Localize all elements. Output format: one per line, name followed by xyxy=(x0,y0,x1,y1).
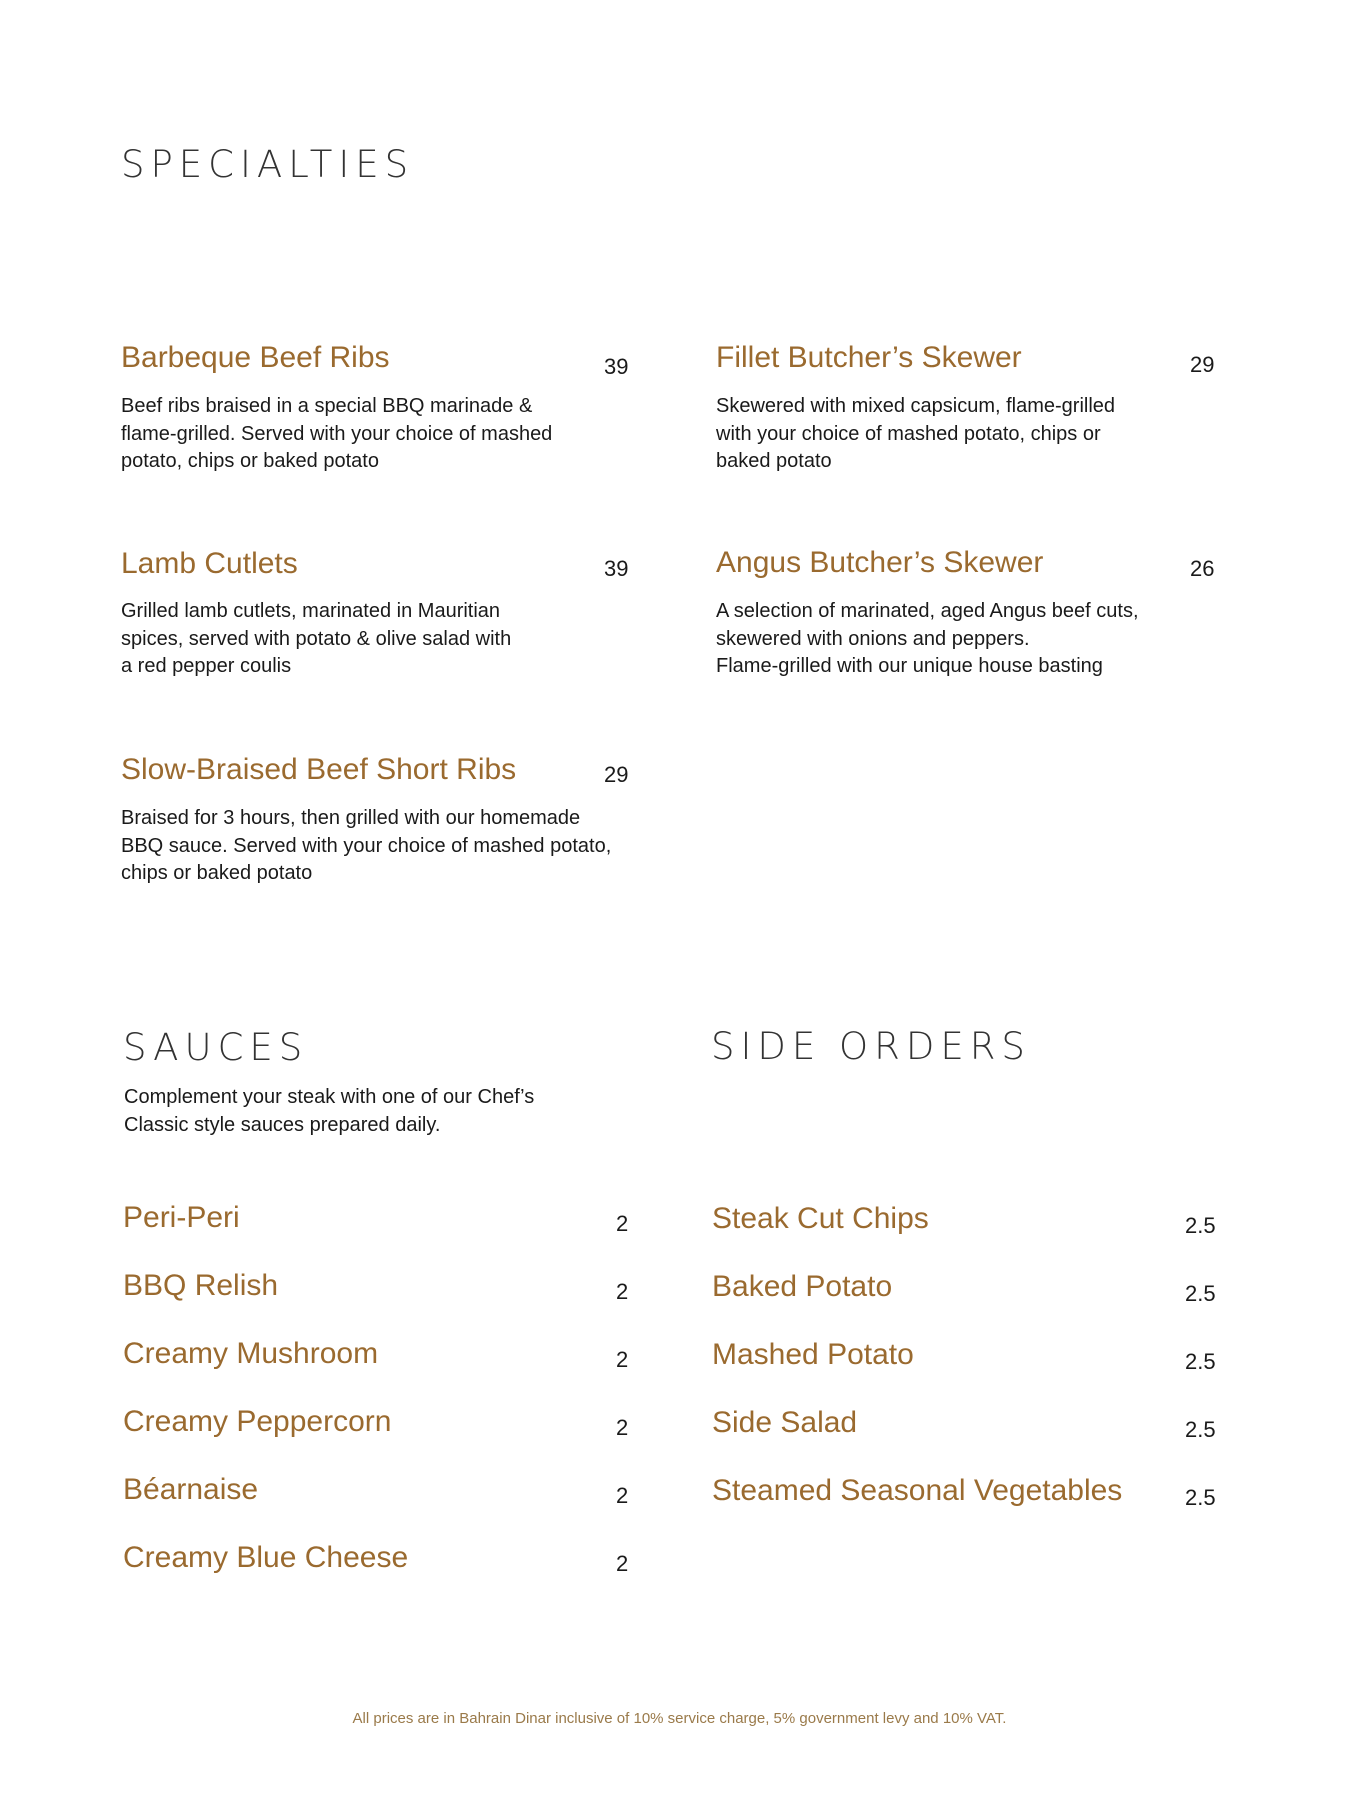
sauce-name: Peri-Peri xyxy=(123,1201,240,1234)
sauce-price: 2 xyxy=(616,1211,629,1236)
side-price: 2.5 xyxy=(1185,1281,1216,1306)
sauce-name: Creamy Blue Cheese xyxy=(123,1541,409,1574)
specialties-title: SPECIALTIES xyxy=(121,143,415,186)
side-name: Mashed Potato xyxy=(712,1338,914,1371)
sauce-name: Béarnaise xyxy=(123,1473,259,1506)
side-price: 2.5 xyxy=(1185,1485,1216,1510)
item-description: Grilled lamb cutlets, marinated in Mauritian spices, served with potato & olive salad with a red pepper coulis xyxy=(121,600,512,677)
side-name: Steamed Seasonal Vegetables xyxy=(712,1474,1123,1507)
sauce-name: Creamy Peppercorn xyxy=(123,1405,392,1438)
sauce-price: 2 xyxy=(616,1347,629,1372)
item-description: A selection of marinated, aged Angus beef cuts, skewered with onions and peppers. Flame-grilled with our unique house basting xyxy=(716,600,1139,677)
sauces-title: SAUCES xyxy=(123,1026,309,1069)
side-price: 2.5 xyxy=(1185,1417,1216,1442)
sauce-name: BBQ Relish xyxy=(123,1269,279,1302)
item-description: Braised for 3 hours, then grilled with our homemade BBQ sauce. Served with your choice of mashed potato, chips or baked potato xyxy=(121,807,612,884)
item-price: 26 xyxy=(1190,556,1215,581)
item-price: 39 xyxy=(604,556,629,581)
item-price: 29 xyxy=(604,762,629,787)
item-price: 39 xyxy=(604,354,629,379)
item-name: Slow-Braised Beef Short Ribs xyxy=(121,753,517,786)
side-price: 2.5 xyxy=(1185,1213,1216,1238)
item-description: Beef ribs braised in a special BBQ marinade & flame-grilled. Served with your choice of mashed potato, chips or baked potato xyxy=(121,395,553,472)
item-price: 29 xyxy=(1190,352,1215,377)
sauce-price: 2 xyxy=(616,1415,629,1440)
sauce-price: 2 xyxy=(616,1483,629,1508)
sauces-intro: Complement your steak with one of our Chef’s Classic style sauces prepared daily. xyxy=(124,1086,535,1136)
item-name: Barbeque Beef Ribs xyxy=(121,341,390,374)
item-name: Angus Butcher’s Skewer xyxy=(716,546,1044,579)
sauce-price: 2 xyxy=(616,1551,629,1576)
sauce-name: Creamy Mushroom xyxy=(123,1337,379,1370)
sauce-price: 2 xyxy=(616,1279,629,1304)
side-name: Steak Cut Chips xyxy=(712,1202,929,1235)
price-disclaimer: All prices are in Bahrain Dinar inclusive of 10% service charge, 5% government levy and 10% VAT. xyxy=(352,1710,1007,1727)
item-description: Skewered with mixed capsicum, flame-grilled with your choice of mashed potato, chips or baked potato xyxy=(716,395,1116,472)
item-name: Lamb Cutlets xyxy=(121,547,298,580)
side-price: 2.5 xyxy=(1185,1349,1216,1374)
side-name: Baked Potato xyxy=(712,1270,893,1303)
side-orders-title: SIDE ORDERS xyxy=(711,1025,1031,1068)
side-name: Side Salad xyxy=(712,1406,858,1439)
item-name: Fillet Butcher’s Skewer xyxy=(716,341,1022,374)
